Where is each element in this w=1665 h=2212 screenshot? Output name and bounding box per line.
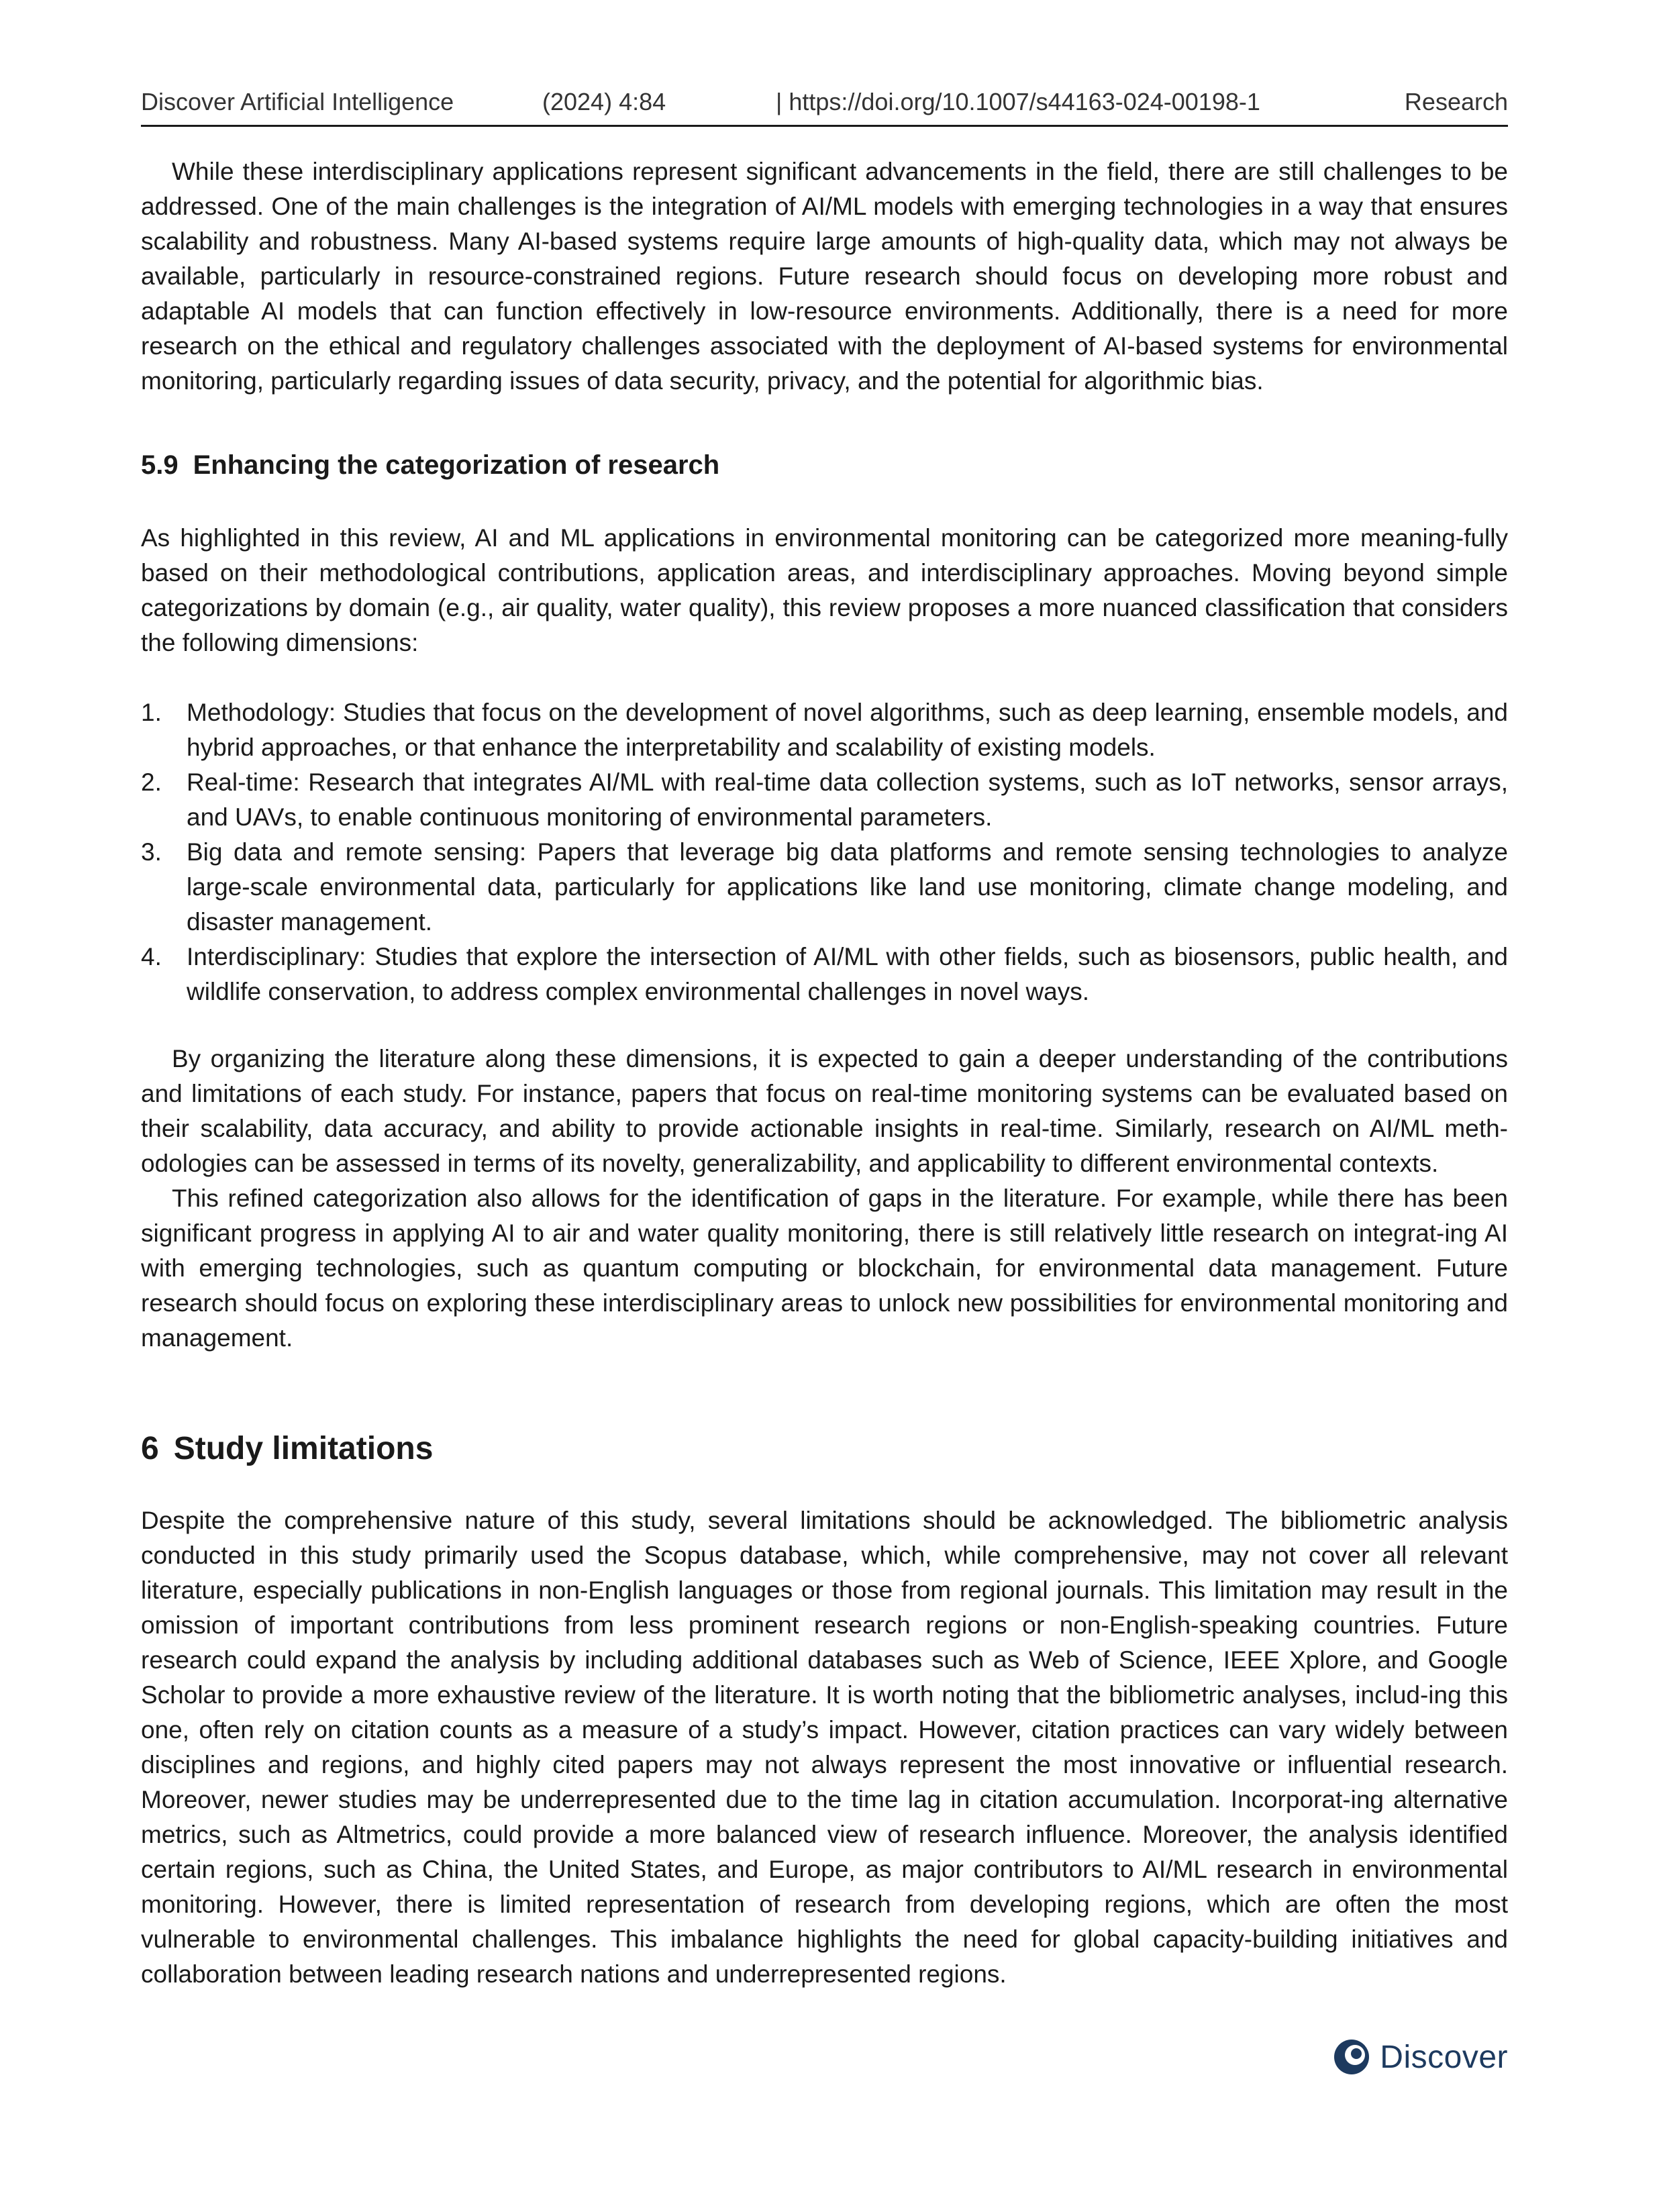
discover-logo-icon	[1331, 2037, 1372, 2077]
year-volume: (2024) 4:84	[542, 88, 666, 115]
section-title: Enhancing the categorization of research	[193, 450, 720, 480]
section-5-9-intro: As highlighted in this review, AI and ML applications in environmental monitoring can be categorized more meaning-fully based on their methodological contributions, application areas, and interdisciplinary approaches. Moving beyond simple categorizations by domain (e.g., air quality, water quality), this review proposes a more nuanced classification that considers the following dimensions:	[141, 524, 1508, 656]
section-5-9-heading	[141, 448, 719, 482]
dimensions-list	[141, 695, 1508, 1009]
list-marker: 2.	[141, 768, 162, 796]
article-type: Research	[1404, 88, 1508, 115]
intro-paragraph: While these interdisciplinary applications represent significant advancements in the field, there are still challenges to be addressed. One of the main challenges is the integration of AI/ML models with emerging technologies in a way that ensures scalability and robustness. Many AI-based systems require large amounts of high-quality data, which may not always be available, particularly in resource-constrained regions. Future research should focus on developing more robust and adaptable AI models that can function effectively in low-resource environments. Additionally, there is a need for more research on the ethical and regulatory challenges associated with the deployment of AI-based systems for environmental monitoring, particularly regarding issues of data security, privacy, and the potential for algorithmic bias.	[141, 158, 1508, 395]
list-item	[141, 835, 1508, 940]
section-6-heading	[141, 1429, 433, 1468]
section-5-9-paragraph-2: This refined categorization also allows for the identification of gaps in the literature. For example, while there has been significant progress in applying AI to air and water quality monitoring, there is still relatively little research on integrat-ing AI with emerging technologies, such as quantum computing or blockchain, for environmental data management. Future research should focus on exploring these interdisciplinary areas to unlock new possibilities for environmental monitoring and management.	[141, 1185, 1508, 1352]
section-5-9-intro-block	[141, 521, 1508, 660]
list-marker: 4.	[141, 943, 162, 970]
section-6-paragraph: Despite the comprehensive nature of this study, several limitations should be acknowledged. The bibliometric analysis conducted in this study primarily used the Scopus database, which, while comprehensive, may not cover all relevant literature, especially publications in non-English languages or those from regional journals. This limitation may result in the omission of important contributions from less prominent research regions or non-English-speaking countries. Future research could expand the analysis by including additional databases such as Web of Science, IEEE Xplore, and Google Scholar to provide a more exhaustive review of the literature. It is worth noting that the bibliometric analyses, includ-ing this one, often rely on citation counts as a measure of a study’s impact. However, citation practices can vary widely between disciplines and regions, and highly cited papers may not always represent the most innovative or influential research. Moreover, newer studies may be underrepresented due to the time lag in citation accumulation. Incorporat-ing alternative metrics, such as Altmetrics, could provide a more balanced view of research influence. Moreover, the analysis identified certain regions, such as China, the United States, and Europe, as major contributors to AI/ML research in environmental monitoring. However, there is limited representation of research from developing regions, which are often the most vulnerable to environmental challenges. This imbalance highlights the need for global capacity-building initiatives and collaboration between leading research nations and underrepresented regions.	[141, 1507, 1508, 1988]
section-number: 5.9	[141, 450, 179, 480]
section-5-9-paragraph-1: By organizing the literature along these dimensions, it is expected to gain a deeper understanding of the contributions and limitations of each study. For instance, papers that focus on real-time monitoring systems can be evaluated based on their scalability, data accuracy, and ability to provide actionable insights in real-time. Similarly, research on AI/ML meth-odologies can be assessed in terms of its novelty, generalizability, and applicability to different environmental contexts.	[141, 1045, 1508, 1177]
doi-link[interactable]: | https://doi.org/10.1007/s44163-024-00198-1	[776, 88, 1260, 115]
section-number: 6	[141, 1431, 159, 1466]
intro-paragraph-block	[141, 154, 1508, 399]
list-item	[141, 765, 1508, 835]
section-6-block	[141, 1503, 1508, 1992]
section-5-9-discussion-block	[141, 1042, 1508, 1356]
journal-name: Discover Artificial Intelligence	[141, 88, 454, 115]
discover-logo-text: Discover	[1380, 2039, 1508, 2075]
section-title: Study limitations	[173, 1431, 434, 1466]
list-item	[141, 940, 1508, 1009]
list-item-text: Methodology: Studies that focus on the development of novel algorithms, such as deep learning, ensemble models, and hybrid approaches, or that enhance the interpretability and scalability of existing models.	[187, 699, 1508, 761]
discover-logo	[1331, 2033, 1508, 2080]
list-marker: 3.	[141, 838, 162, 866]
list-item-text: Real-time: Research that integrates AI/ML with real-time data collection systems, such as IoT networks, sensor arrays, and UAVs, to enable continuous monitoring of environmental parameters.	[187, 768, 1508, 831]
list-item-text: Interdisciplinary: Studies that explore the intersection of AI/ML with other fields, such as biosensors, public health, and wildlife conservation, to address complex environmental challenges in novel ways.	[187, 943, 1508, 1005]
list-item-text: Big data and remote sensing: Papers that leverage big data platforms and remote sensing technologies to analyze large-scale environmental data, particularly for applications like land use monitoring, climate change modeling, and disaster management.	[187, 838, 1508, 936]
list-item	[141, 695, 1508, 765]
list-marker: 1.	[141, 699, 162, 726]
running-header	[141, 85, 1508, 127]
